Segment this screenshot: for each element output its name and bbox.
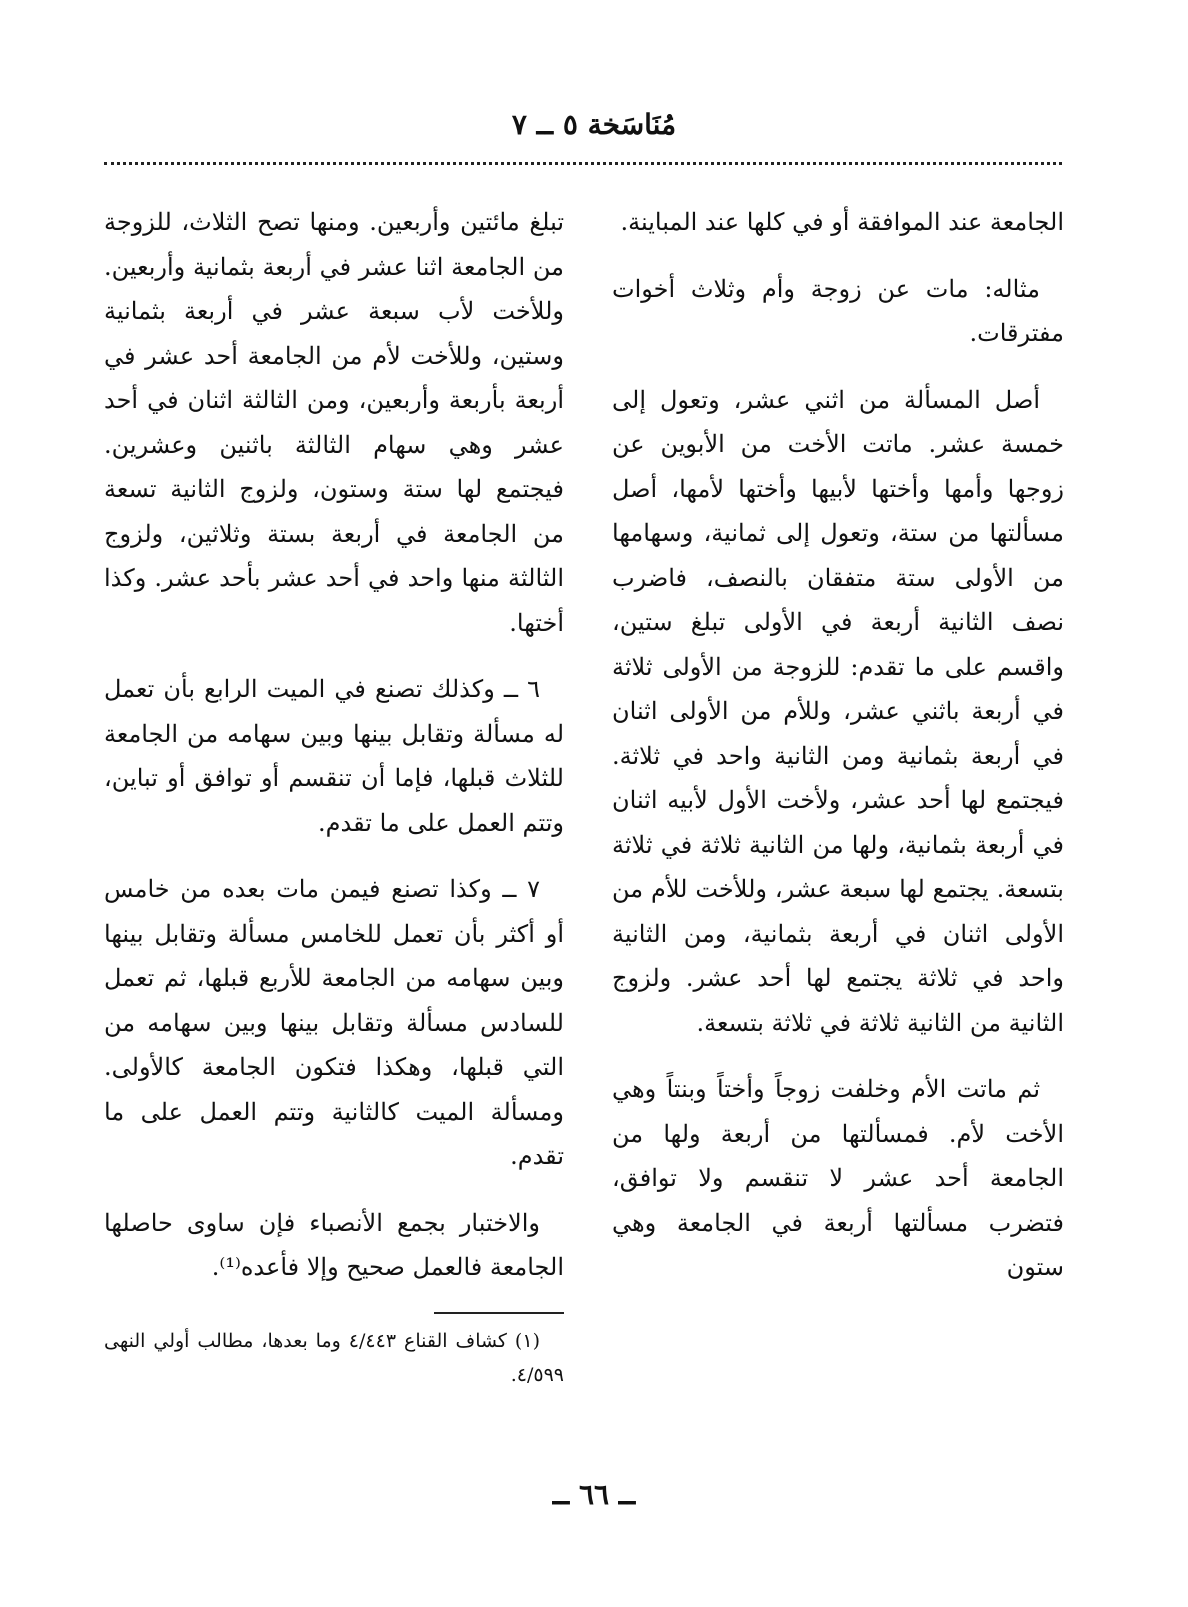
- paragraph: أصل المسألة من اثني عشر، وتعول إلى خمسة عشر. ماتت الأخت من الأبوين عن زوجها وأمها وأختها لأبيها وأختها لأمها، أصل مسألتها من ستة، وتعول إلى ثمانية، وسهامها من الأولى ستة متفقان بالنصف، فاضرب نصف الثانية أربعة في الأولى تبلغ ستين، واقسم على ما تقدم: للزوجة من الأولى ثلاثة في أربعة باثني عشر، وللأم من الأولى اثنان في أربعة بثمانية ومن الثانية واحد في ثلاثة. فيجتمع لها أحد عشر، ولأخت الأول لأبيه اثنان في أربعة بثمانية، ولها من الثانية ثلاثة في ثلاثة بتسعة. يجتمع لها سبعة عشر، وللأخت للأم من الأولى اثنان في أربعة بثمانية، ومن الثانية واحد في ثلاثة يجتمع لها أحد عشر. ولزوج الثانية من الثانية ثلاثة في ثلاثة بتسعة.: [612, 385, 1064, 1037]
- page-number: ــ ٦٦ ــ: [552, 1478, 636, 1511]
- left-column: [104, 200, 564, 1414]
- paragraph: الجامعة عند الموافقة أو في كلها عند المباينة.: [620, 208, 1064, 236]
- paragraph: والاختبار بجمع الأنصباء فإن ساوى حاصلها الجامعة فالعمل صحيح وإلا فأعده⁽¹⁾.: [104, 1208, 564, 1281]
- paragraph: ثم ماتت الأم وخلفت زوجاً وأختاً وبنتاً وهي الأخت لأم. فمسألتها من أربعة ولها من الجامعة أحد عشر لا تنقسم ولا توافق، فتضرب مسألتها أربعة في الجامعة وهي ستون: [612, 1075, 1064, 1281]
- running-header: مُنَاسَخة ٥ ــ ٧: [511, 108, 677, 141]
- footnote-divider: [434, 1312, 564, 1314]
- right-column: [612, 200, 1064, 1312]
- paragraph: ٧ ــ وكذا تصنع فيمن مات بعده من خامس أو أكثر بأن تعمل للخامس مسألة وتقابل بينها وبين سهامه من الجامعة للأربع قبلها، ثم تعمل للسادس مسألة وتقابل بينها وبين سهامه من التي قبلها، وهكذا فتكون الجامعة كالأولى. ومسألة الميت كالثانية وتتم العمل على ما تقدم.: [104, 875, 564, 1170]
- paragraph: مثاله: مات عن زوجة وأم وثلاث أخوات مفترقات.: [612, 274, 1064, 347]
- footnote: (١) كشاف القناع ٤/٤٤٣ وما بعدها، مطالب أولي النهى ٤/٥٩٩.: [104, 1329, 564, 1386]
- paragraph: تبلغ مائتين وأربعين. ومنها تصح الثلاث، للزوجة من الجامعة اثنا عشر في أربعة بثمانية وأربعين. وللأخت لأب سبعة عشر في أربعة بثمانية وستين، وللأخت لأم من الجامعة أحد عشر في أربعة بأربعة وأربعين، ومن الثالثة اثنان في أحد عشر وهي سهام الثالثة باثنين وعشرين. فيجتمع لها ستة وستون، ولزوج الثانية تسعة من الجامعة في أربعة بستة وثلاثين، ولزوج الثالثة منها واحد في أحد عشر بأحد عشر. وكذا أختها.: [104, 208, 564, 637]
- header-divider: [104, 162, 1062, 165]
- paragraph: ٦ ــ وكذلك تصنع في الميت الرابع بأن تعمل له مسألة وتقابل بينها وبين سهامه من الجامعة للثلاث قبلها، فإما أن تنقسم أو توافق أو تباين، وتتم العمل على ما تقدم.: [104, 675, 564, 837]
